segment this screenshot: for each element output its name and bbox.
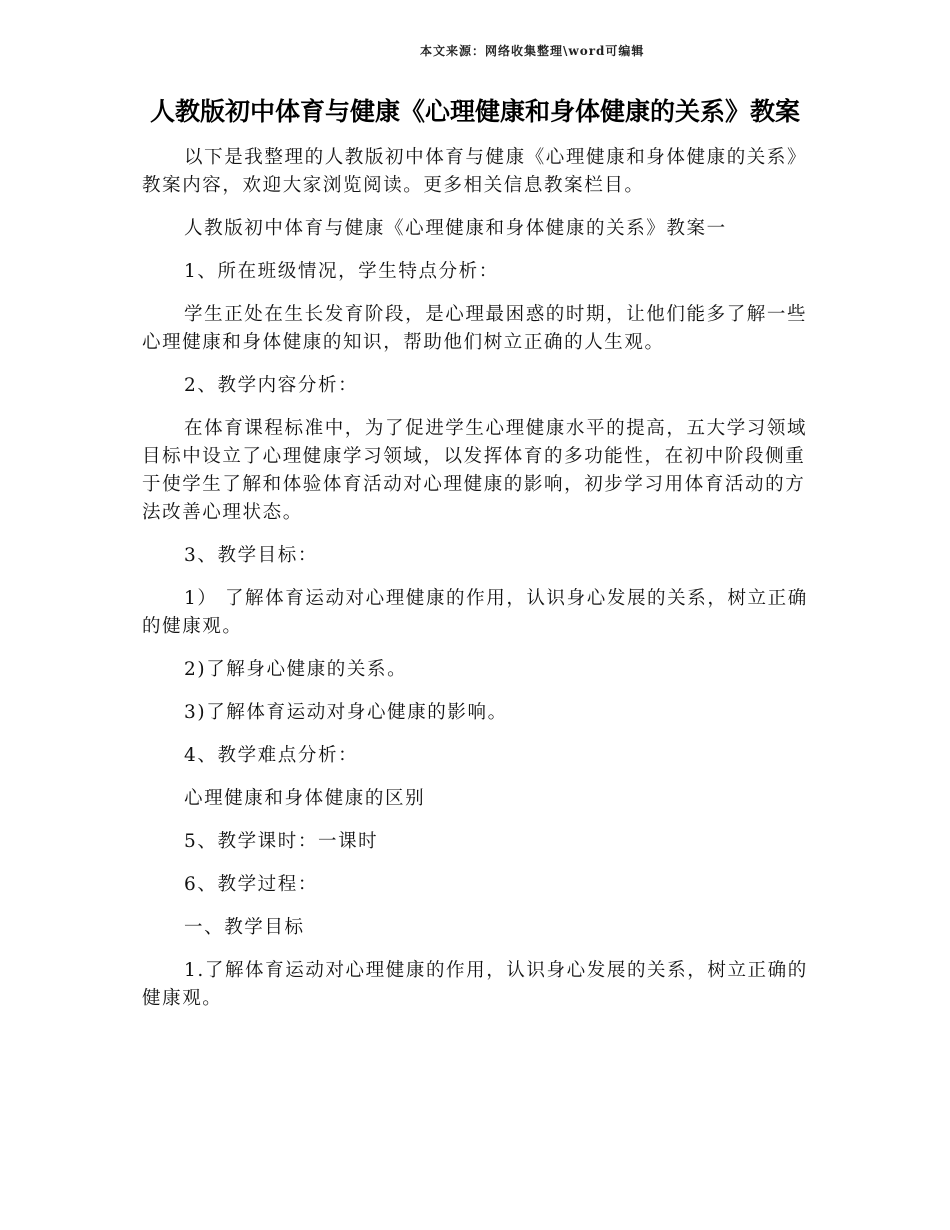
document-body [142, 144, 817, 1028]
document-title: 人教版初中体育与健康《心理健康和身体健康的关系》教案 [149, 97, 800, 126]
body-paragraph: 学生正处在生长发育阶段，是心理最困惑的时期，让他们能多了解一些心理健康和身体健康的知识，帮助他们树立正确的人生观。 [142, 304, 808, 353]
intro-paragraph: 以下是我整理的人教版初中体育与健康《心理健康和身体健康的关系》教案内容，欢迎大家浏览阅读。更多相关信息教案栏目。 [142, 147, 808, 196]
objective-item: 1） 了解体育运动对心理健康的作用，认识身心发展的关系，树立正确的健康观。 [142, 588, 808, 637]
objective-item: 1.了解体育运动对心理健康的作用，认识身心发展的关系，树立正确的健康观。 [142, 960, 808, 1009]
source-note: 本文来源：网络收集整理\word可编辑 [420, 44, 645, 58]
item-heading: 4、教学难点分析： [184, 745, 359, 766]
objective-item: 2)了解身心健康的关系。 [184, 659, 408, 680]
objective-item: 3)了解体育运动对身心健康的影响。 [184, 702, 508, 723]
item-heading: 5、教学课时：一课时 [184, 831, 379, 852]
section-heading: 一、教学目标 [184, 917, 305, 938]
section-heading: 人教版初中体育与健康《心理健康和身体健康的关系》教案一 [184, 218, 727, 239]
item-heading: 3、教学目标： [184, 545, 318, 566]
item-heading: 6、教学过程： [184, 874, 318, 895]
item-heading: 2、教学内容分析： [184, 375, 359, 396]
item-heading: 1、所在班级情况，学生特点分析： [184, 261, 499, 282]
body-paragraph: 在体育课程标准中，为了促进学生心理健康水平的提高，五大学习领域目标中设立了心理健康学习领域，以发挥体育的多功能性，在初中阶段侧重于使学生了解和体验体育活动对心理健康的影响，初步学习用体育活动的方法改善心理状态。 [142, 418, 808, 523]
body-paragraph: 心理健康和身体健康的区别 [184, 788, 426, 809]
